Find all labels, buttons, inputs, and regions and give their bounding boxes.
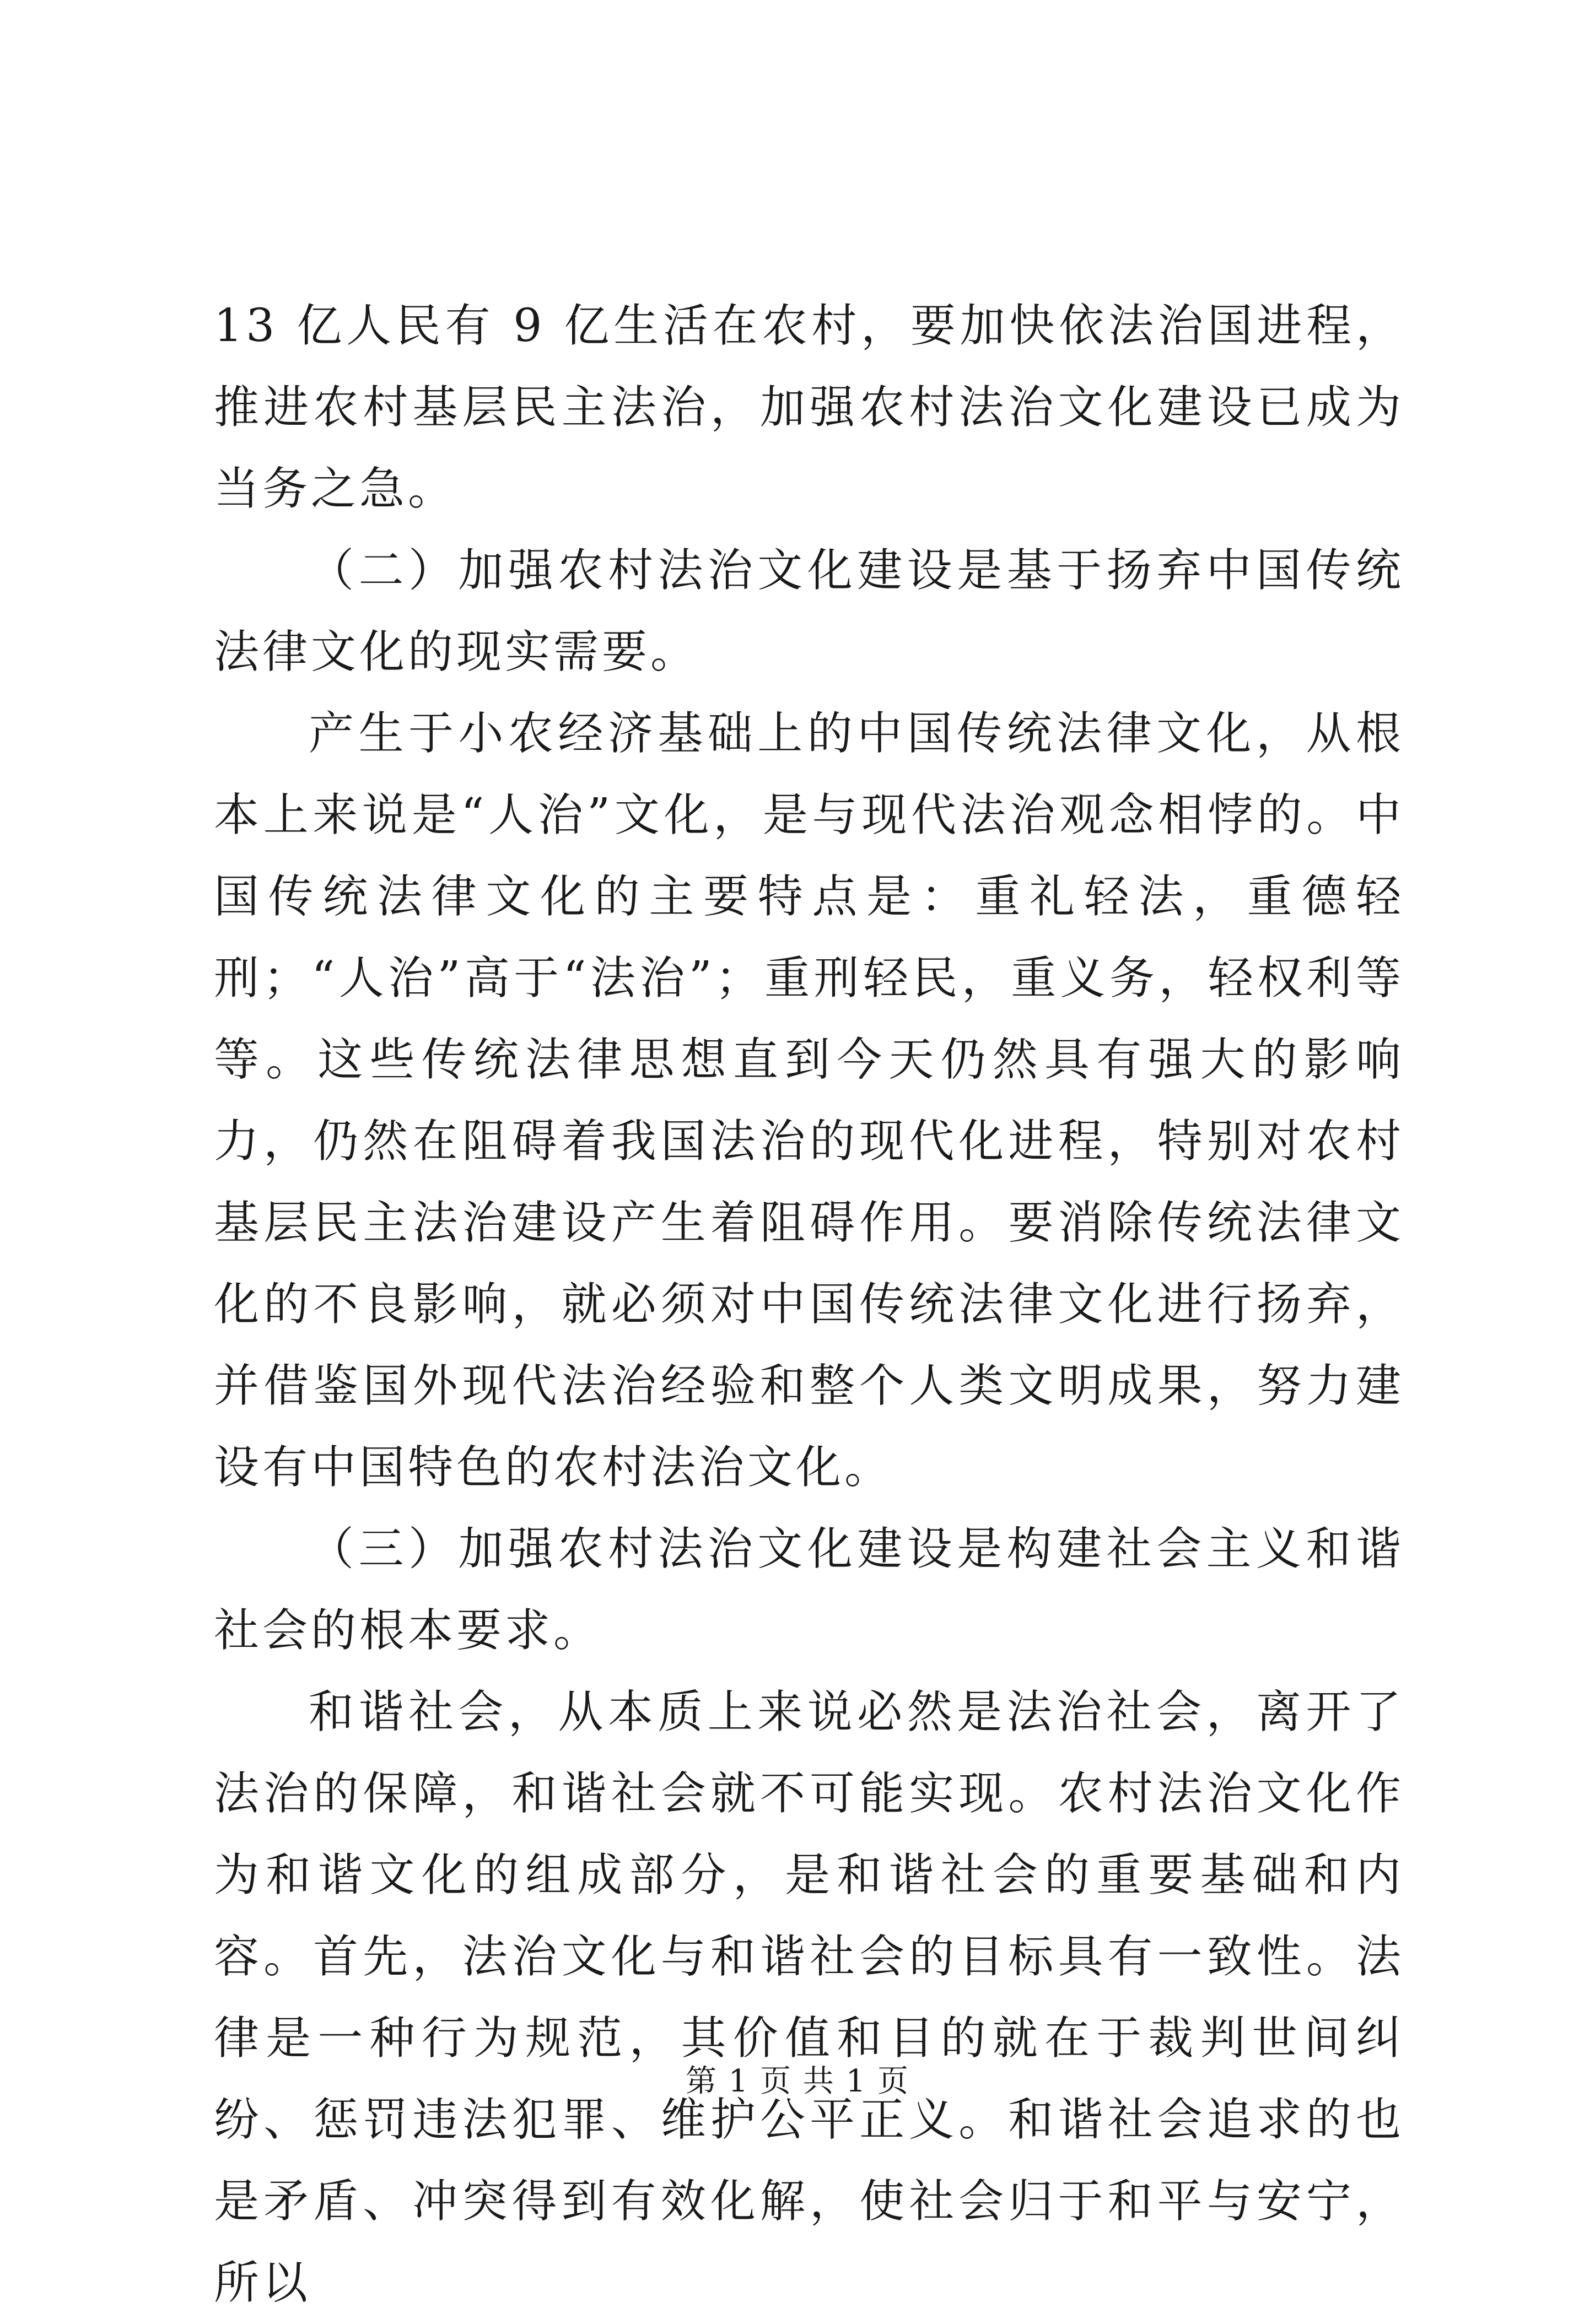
- section-heading-2: （二）加强农村法治文化建设是基于扬弃中国传统法律文化的现实需要。: [214, 544, 1404, 678]
- paragraph-traditional-law: 产生于小农经济基础上的中国传统法律文化，从根本上来说是“人治”文化，是与现代法治观念相悖的。中国传统法律文化的主要特点是：重礼轻法，重德轻刑；“人治”高于“法治”；重刑轻民，重义务，轻权利等等。这些传统法律思想直到今天仍然具有强大的影响力，仍然在阻碍着我国法治的现代化进程，特别对农村基层民主法治建设产生着阻碍作用。要消除传统法律文化的不良影响，就必须对中国传统法律文化进行扬弃，并借鉴国外现代法治经验和整个人类文明成果，努力建设有中国特色的农村法治文化。: [214, 707, 1404, 1494]
- document-body: [214, 285, 1404, 2324]
- paragraph-harmonious-society: 和谐社会，从本质上来说必然是法治社会，离开了法治的保障，和谐社会就不可能实现。农村法治文化作为和谐文化的组成部分，是和谐社会的重要基础和内容。首先，法治文化与和谐社会的目标具有一致性。法律是一种行为规范，其价值和目的就在于裁判世间纠纷、惩罚违法犯罪、维护公平正义。和谐社会追求的也是矛盾、冲突得到有效化解，使社会归于和平与安宁，所以: [214, 1686, 1404, 2309]
- section-heading-3: （三）加强农村法治文化建设是构建社会主义和谐社会的根本要求。: [214, 1523, 1404, 1657]
- page-footer: 第 1 页 共 1 页: [685, 2063, 910, 2099]
- paragraph-intro: 13 亿人民有 9 亿生活在农村，要加快依法治国进程，推进农村基层民主法治，加强农村法治文化建设已成为当务之急。: [214, 300, 1404, 515]
